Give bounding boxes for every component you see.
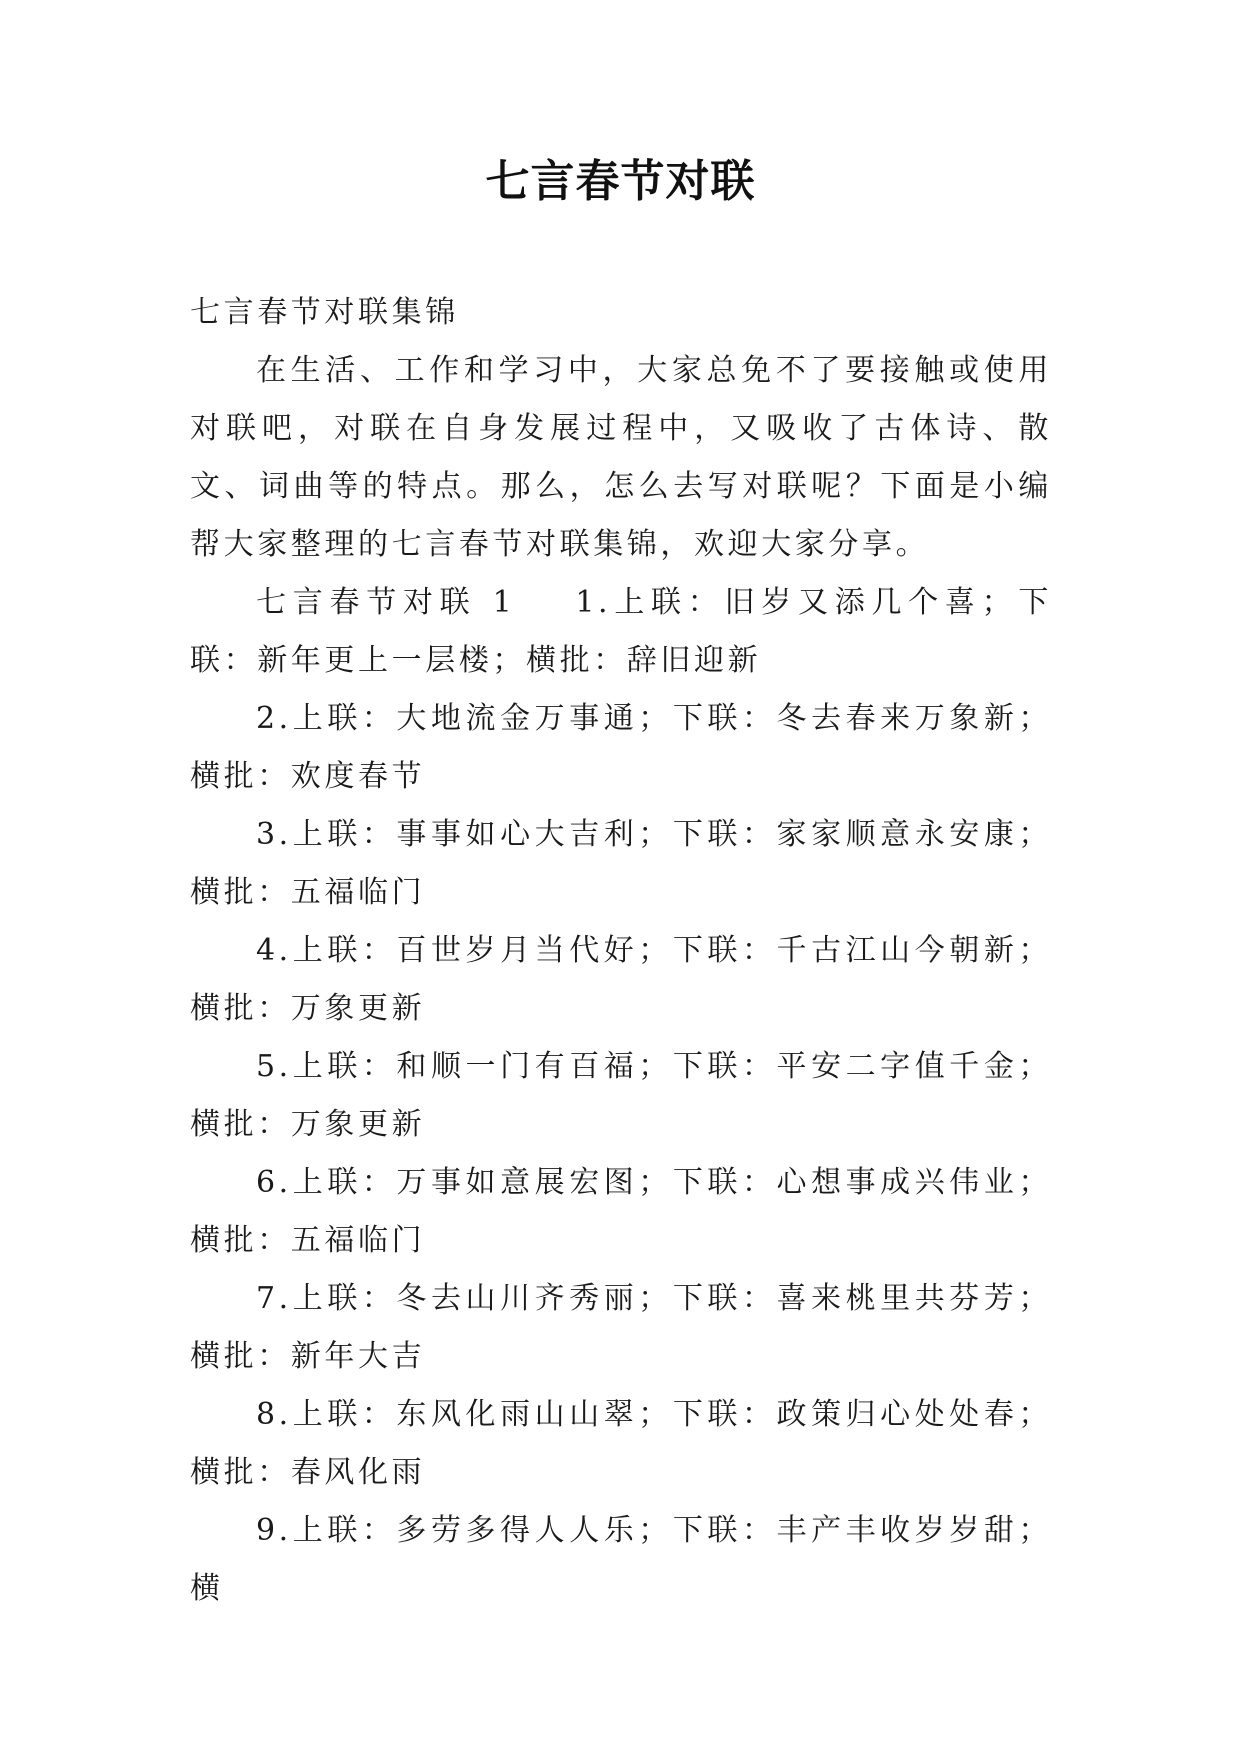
section-heading: 七言春节对联 1 [256, 585, 516, 620]
document-title: 七言春节对联 [485, 156, 756, 207]
couplet-section-first [190, 574, 1052, 690]
couplet-item-4: 4.上联：百世岁月当代好；下联：千古江山今朝新；横批：万象更新 [190, 933, 1052, 1026]
document-subtitle: 七言春节对联集锦 [190, 295, 459, 330]
couplet-item-7: 7.上联：冬去山川齐秀丽；下联：喜来桃里共芬芳；横批：新年大吉 [190, 1281, 1052, 1374]
couplet-item-8: 8.上联：东风化雨山山翠；下联：政策归心处处春；横批：春风化雨 [190, 1397, 1052, 1490]
couplet-item-2: 2.上联：大地流金万事通；下联：冬去春来万象新；横批：欢度春节 [190, 701, 1052, 794]
intro-paragraph: 在生活、工作和学习中，大家总免不了要接触或使用对联吧，对联在自身发展过程中，又吸收了古体诗、散文、词曲等的特点。那么，怎么去写对联呢？下面是小编帮大家整理的七言春节对联集锦，欢迎大家分享。 [190, 353, 1052, 562]
couplet-item-3: 3.上联：事事如心大吉利；下联：家家顺意永安康；横批：五福临门 [190, 817, 1052, 910]
couplet-item-9: 9.上联：多劳多得人人乐；下联：丰产丰收岁岁甜；横 [190, 1513, 1052, 1606]
couplet-item-6: 6.上联：万事如意展宏图；下联：心想事成兴伟业；横批：五福临门 [190, 1165, 1052, 1258]
couplet-item-5: 5.上联：和顺一门有百福；下联：平安二字值千金；横批：万象更新 [190, 1049, 1052, 1142]
document-body [190, 284, 1052, 1618]
couplet-item-1: 1.上联：旧岁又添几个喜；下联：新年更上一层楼；横批：辞旧迎新 [190, 585, 1052, 678]
